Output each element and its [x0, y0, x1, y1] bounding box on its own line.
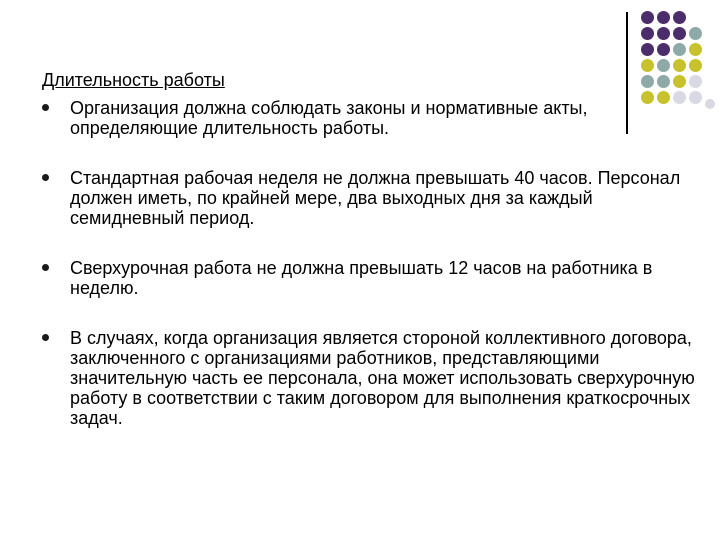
bullet-text: Стандартная рабочая неделя не должна превышать 40 часов. Персонал должен иметь, по крайней мере, два выходных дня за каждый семидневный период.	[70, 168, 681, 228]
decor-dot	[657, 75, 670, 88]
bullet-marker	[42, 264, 49, 271]
bullet-marker	[42, 104, 49, 111]
decor-dot	[673, 75, 686, 88]
bullet-item	[42, 258, 692, 302]
decor-dot	[689, 43, 702, 56]
decor-dot	[657, 59, 670, 72]
slide-title: Длительность работы	[42, 70, 225, 90]
bullet-text: Организация должна соблюдать законы и нормативные акты, определяющие длительность работы.	[70, 98, 588, 138]
bullet-marker	[42, 334, 49, 341]
decor-dot	[641, 59, 654, 72]
bullet-marker	[42, 174, 49, 181]
decor-dot	[641, 43, 654, 56]
decor-dot	[673, 11, 686, 24]
decor-dot	[673, 27, 686, 40]
decor-dot	[657, 27, 670, 40]
decor-dot	[705, 99, 715, 109]
decor-dot	[657, 11, 670, 24]
decor-dot	[689, 59, 702, 72]
bullet-text: Сверхурочная работа не должна превышать 12 часов на работника в неделю.	[70, 258, 653, 298]
bullet-item	[42, 168, 692, 232]
decor-dot	[689, 75, 702, 88]
bullet-text: В случаях, когда организация является стороной коллективного договора, заключенного с организациями работников, представляющими значительную часть ее персонала, она может использовать сверхурочную работу в соответствии с таким договором для выполнения краткосрочных задач.	[70, 328, 695, 428]
decor-dot	[641, 11, 654, 24]
decor-dot	[657, 43, 670, 56]
decor-dot	[641, 75, 654, 88]
bullet-item	[42, 98, 692, 142]
decor-dot	[689, 27, 702, 40]
decor-dot	[641, 27, 654, 40]
decor-dot	[673, 59, 686, 72]
bullet-item	[42, 328, 695, 452]
decor-dot	[673, 43, 686, 56]
